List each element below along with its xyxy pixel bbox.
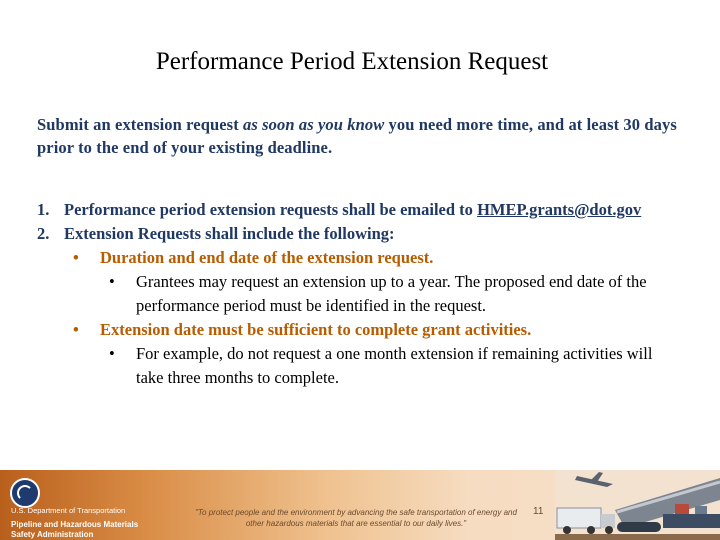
bullet-icon: • [109,344,115,363]
intro-paragraph [37,113,707,159]
email-link[interactable]: HMEP.grants@dot.gov [477,200,642,219]
requirements-list [0,198,720,390]
intro-text-2: you need more time, and at least 30 days prior to the end of your existing deadline. [37,115,677,157]
footer-banner [0,470,720,540]
agency-line-2: Safety Administration [11,530,94,539]
detail-item-duration [0,270,676,318]
sub-item-duration [0,246,720,270]
agency-name [11,506,138,540]
list-number: 2. [37,224,50,243]
dot-logo-icon [10,478,40,508]
list-item-2 [0,222,720,246]
list-number: 1. [37,200,50,219]
detail-text: For example, do not request a one month extension if remaining activities will take three months to complete. [136,344,653,387]
sub-item-sufficiency [0,318,720,342]
bullet-icon: • [109,272,115,291]
sub-item-text: Duration and end date of the extension request. [100,248,434,267]
transportation-collage-icon [555,470,720,540]
detail-item-sufficiency [0,342,676,390]
intro-emphasis: as soon as you know [243,115,385,134]
department-name: U.S. Department of Transportation [11,506,126,515]
bullet-icon: • [73,320,79,339]
page-number: 11 [533,506,544,517]
agency-line-1: Pipeline and Hazardous Materials [11,520,139,529]
list-item-1 [0,198,720,222]
intro-text-1: Submit an extension request [37,115,244,134]
sub-item-text: Extension date must be sufficient to complete grant activities. [100,320,532,339]
list-item-text: Extension Requests shall include the following: [64,224,395,243]
mission-statement: "To protect people and the environment by advancing the safe transportation of energy and other hazardous materials that are essential to our daily lives." [195,508,517,528]
bullet-icon: • [73,248,79,267]
list-item-text: Performance period extension requests shall be emailed to [64,200,478,219]
slide-title: Performance Period Extension Request [155,48,549,75]
detail-text: Grantees may request an extension up to a year. The proposed end date of the performance period must be identified in the request. [136,272,647,315]
